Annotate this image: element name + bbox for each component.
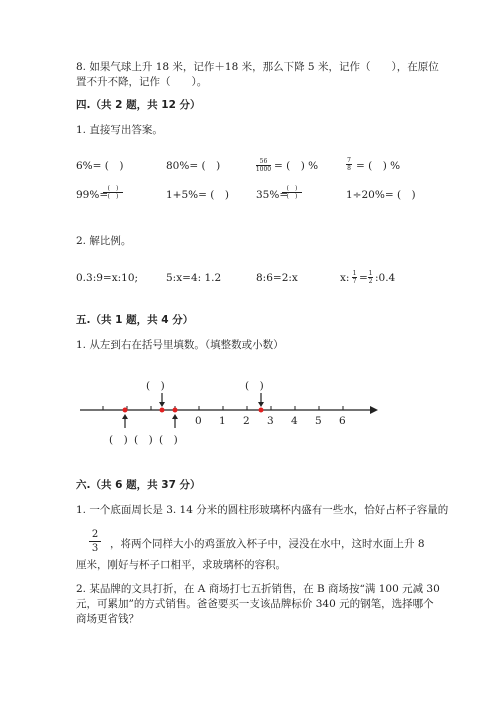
- fraction-denominator: 1000: [255, 166, 272, 173]
- ratio-c: 8:6=2:x: [256, 272, 298, 284]
- down-arrow-head: [258, 402, 264, 407]
- fraction-numerator: 1: [368, 270, 373, 277]
- number-line-arrowhead: [370, 406, 378, 414]
- fraction-denominator: 3: [91, 543, 99, 554]
- top-blank-1[interactable]: ( ): [146, 380, 165, 392]
- calc-7-8-tail: = ( ) %: [356, 160, 401, 172]
- calc-6pct: 6%= ( ): [76, 160, 124, 172]
- tick-label-1: 1: [219, 415, 226, 427]
- calc-80pct: 80%= ( ): [166, 160, 221, 172]
- section4-q2-title: 2. 解比例。: [76, 235, 132, 247]
- section5-heading: 五.（共 1 题，共 4 分）: [76, 314, 194, 326]
- section5-q1-title: 1. 从左到右在括号里填数。（填整数或小数）: [76, 339, 284, 351]
- down-arrow-head: [159, 402, 165, 407]
- fraction-numerator: ( ): [286, 185, 298, 192]
- fraction-denominator: ( ): [286, 193, 298, 200]
- ratio-d-prefix: x:: [340, 272, 350, 284]
- fraction-numerator: ( ): [107, 185, 119, 192]
- section6-q1-line1: 1. 一个底面周长是 3. 14 分米的圆柱形玻璃杯内盛有一些水，恰好占杯子容量的: [76, 504, 449, 516]
- tick-label-5: 5: [315, 415, 322, 427]
- ratio-a: 0.3:9=x:10;: [76, 272, 139, 284]
- calc-56-1000-tail: = ( ) %: [274, 160, 319, 172]
- bottom-blank-1[interactable]: ( ): [109, 434, 128, 446]
- up-arrow-head: [122, 414, 128, 419]
- q8-line1: 8. 如果气球上升 18 米，记作＋18 米，那么下降 5 米，记作（ ），在原位: [76, 61, 439, 73]
- ratio-d-tail: :0.4: [375, 272, 396, 284]
- bottom-blank-2[interactable]: ( ): [134, 434, 153, 446]
- fraction-2-3: [89, 528, 101, 555]
- fraction-numerator: 1: [352, 270, 357, 277]
- top-blank-2[interactable]: ( ): [245, 380, 264, 392]
- q8-line2: 置不升不降，记作（ ）。: [76, 76, 208, 88]
- section6-q1-line2: ，将两个同样大小的鸡蛋放入杯子中，浸没在水中，这时水面上升 8: [110, 538, 425, 550]
- fraction-numerator: 2: [91, 529, 99, 540]
- fraction-numerator: 7: [347, 157, 351, 164]
- section6-heading: 六.（共 6 题，共 37 分）: [76, 479, 201, 491]
- calc-99pct-prefix: 99%=: [76, 189, 109, 201]
- section6-q2-line2: 元，可累加”的方式销售。爸爸要买一支该品牌标价 340 元的钢笔，选择哪个: [76, 598, 434, 610]
- section6-q2-line1: 2. 某品牌的文具打折，在 A 商场打七五折销售，在 B 商场按“满 100 元减 30: [76, 583, 440, 595]
- tick-label-3: 3: [267, 415, 274, 427]
- ratio-b: 5:x=4: 1.2: [166, 272, 222, 284]
- up-arrow-head: [172, 414, 178, 419]
- ratio-d-equals: =: [359, 272, 368, 284]
- fraction-denominator: ( ): [107, 193, 119, 200]
- section4-q1-title: 1. 直接写出答案。: [76, 124, 163, 136]
- tick-label-6: 6: [339, 415, 346, 427]
- calc-35pct-prefix: 35%=: [256, 189, 289, 201]
- fraction-denominator: 2: [368, 278, 373, 285]
- tick-label-2: 2: [243, 415, 250, 427]
- section4-heading: 四.（共 2 题，共 12 分）: [76, 99, 201, 111]
- section6-q1-line3: 厘米，刚好与杯子口相平，求玻璃杯的容积。: [76, 559, 286, 571]
- tick-label-0: 0: [195, 415, 202, 427]
- calc-1-div-20pct: 1÷20%= ( ): [346, 189, 416, 201]
- fraction-denominator: 8: [347, 165, 351, 172]
- point-marker: [259, 408, 264, 413]
- point-marker: [173, 408, 178, 413]
- calc-1-plus-5pct: 1+5%= ( ): [166, 189, 229, 201]
- bottom-blank-3[interactable]: ( ): [159, 434, 178, 446]
- tick-label-4: 4: [291, 415, 298, 427]
- point-marker: [160, 408, 165, 413]
- fraction-numerator: 56: [259, 158, 268, 165]
- section6-q2-line3: 商场更省钱？: [76, 613, 139, 625]
- fraction-denominator: 7: [352, 278, 357, 285]
- point-marker: [123, 408, 128, 413]
